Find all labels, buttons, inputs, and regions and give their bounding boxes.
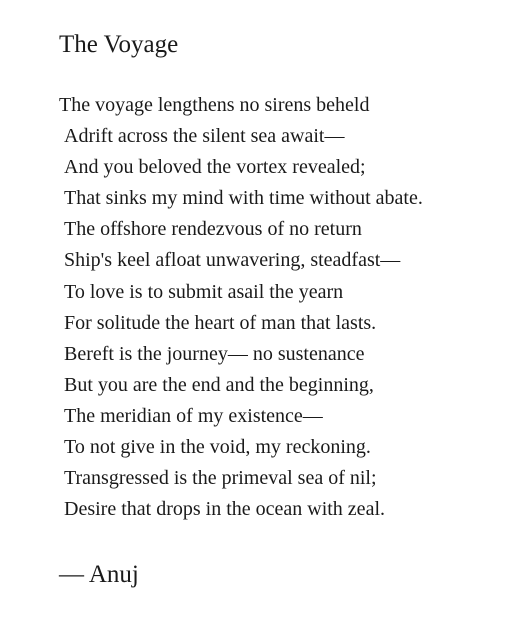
poem-line-14: Desire that drops in the ocean with zeal.	[64, 498, 385, 521]
poem-line-9: Bereft is the journey— no sustenance	[64, 342, 365, 365]
poem-line-12: To not give in the void, my reckoning.	[64, 436, 371, 459]
poem-body	[59, 90, 519, 525]
poem-line-10: But you are the end and the beginning,	[64, 373, 374, 396]
poem-line-4: That sinks my mind with time without abate.	[64, 187, 423, 210]
poem-line-5: The offshore rendezvous of no return	[64, 218, 362, 241]
poem-line-6: Ship's keel afloat unwavering, steadfast—	[64, 249, 401, 272]
poem-line-7: To love is to submit asail the yearn	[64, 280, 344, 303]
poem-title: The Voyage	[59, 31, 179, 58]
poem-line-1: The voyage lengthens no sirens beheld	[59, 94, 370, 116]
poem-line-11: The meridian of my existence—	[64, 404, 323, 427]
poem-line-3: And you beloved the vortex revealed;	[64, 156, 366, 179]
poem-line-2: Adrift across the silent sea await—	[64, 125, 345, 148]
poem-author: — Anuj	[59, 561, 139, 588]
poem-line-8: For solitude the heart of man that lasts.	[64, 311, 377, 334]
poem-line-13: Transgressed is the primeval sea of nil;	[64, 467, 377, 490]
